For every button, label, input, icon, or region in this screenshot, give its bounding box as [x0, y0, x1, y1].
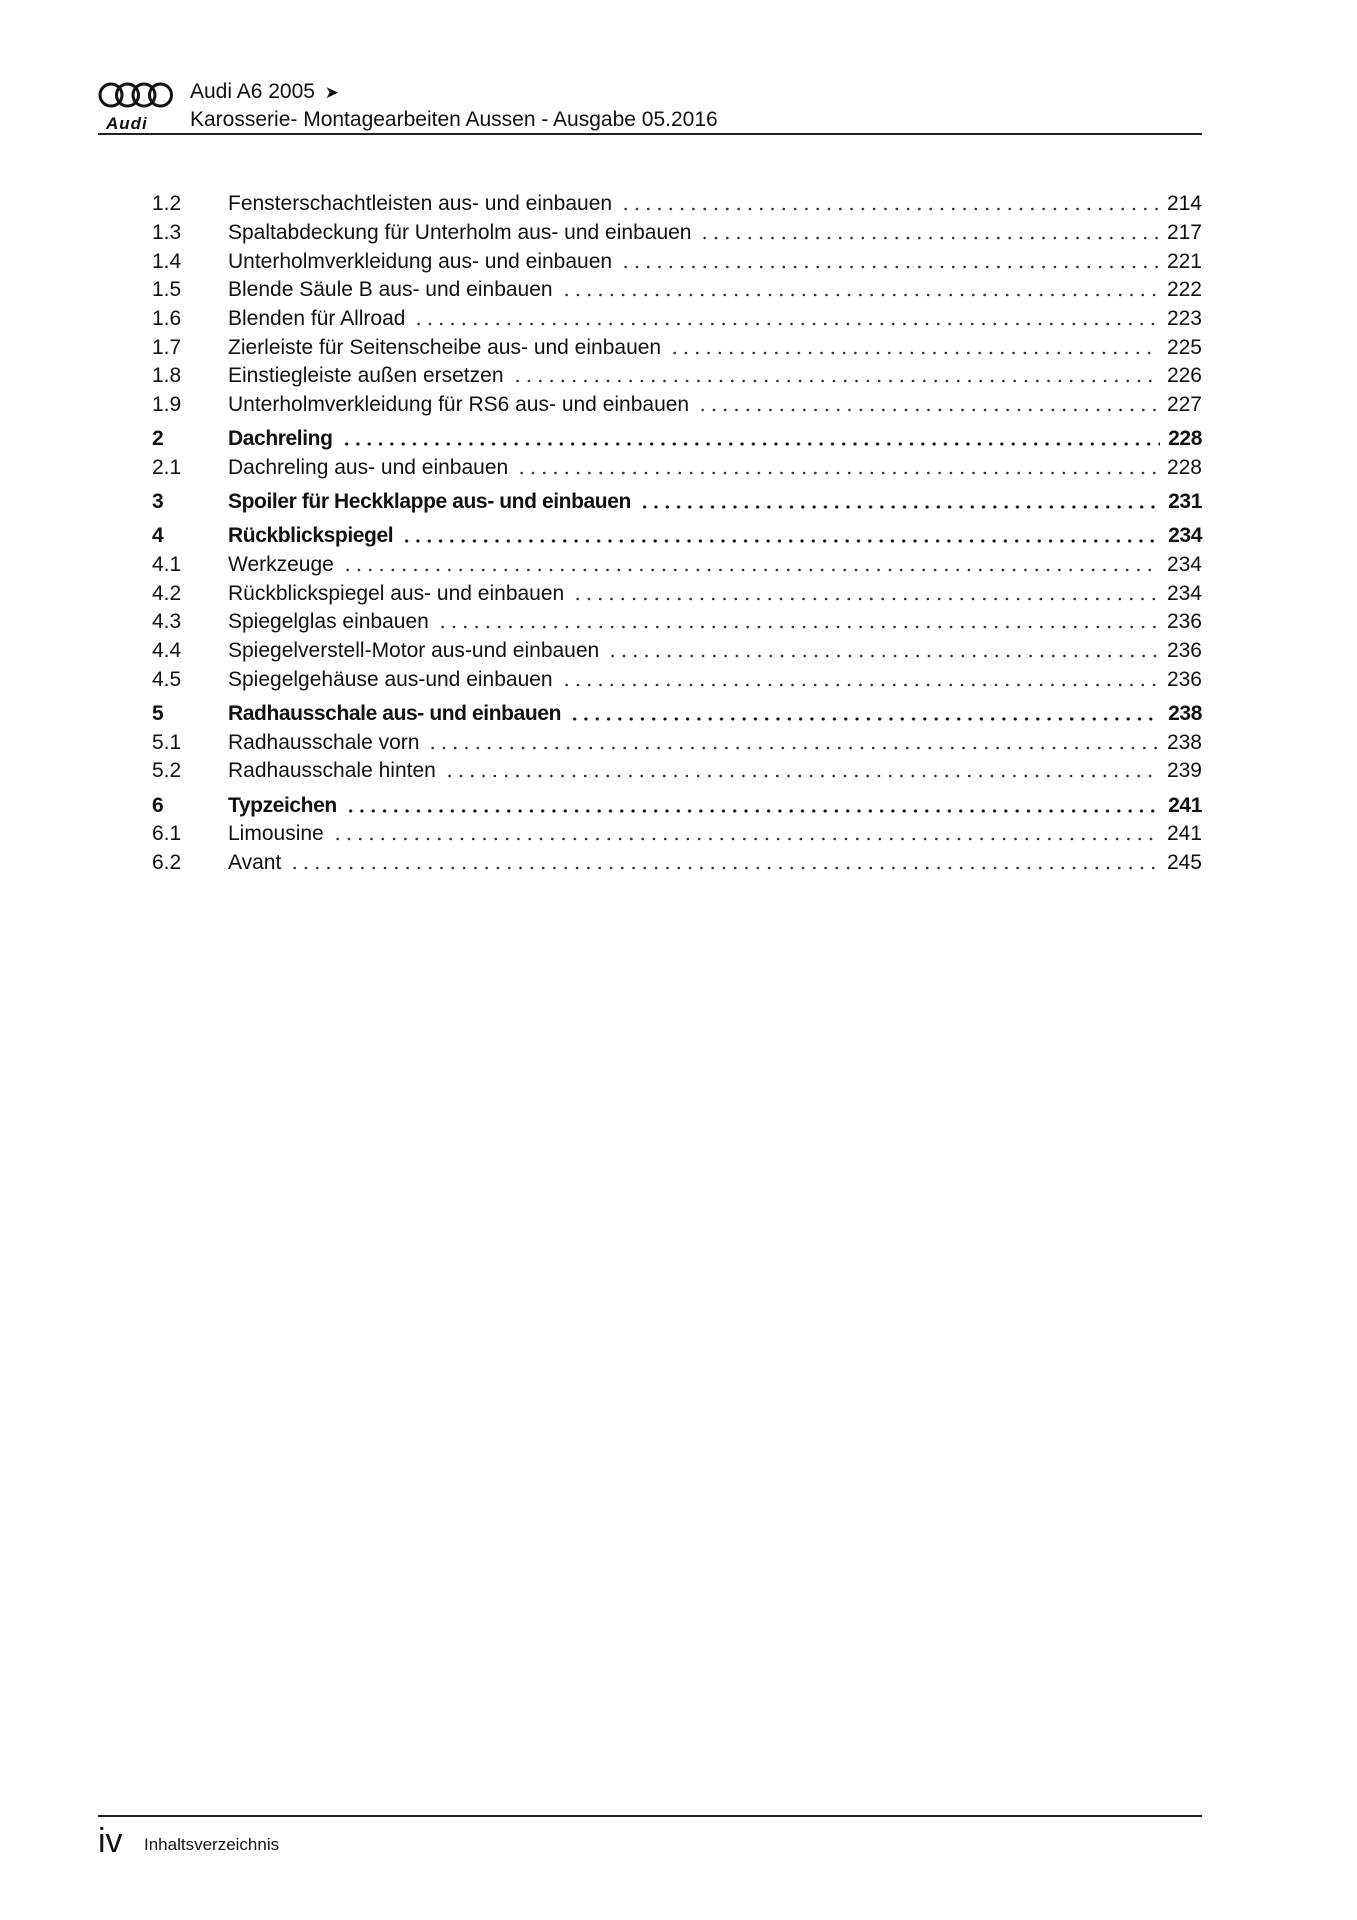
dot-leader — [561, 285, 1159, 305]
dot-leader — [289, 858, 1159, 878]
toc-entry-title: Dachreling — [228, 427, 333, 451]
dot-leader — [699, 228, 1158, 248]
toc-entry-page: 231 — [1168, 490, 1202, 514]
toc-entry-title: Spaltabdeckung für Unterholm aus- und einbauen — [228, 221, 692, 245]
toc-entry-title: Blende Säule B aus- und einbauen — [228, 278, 553, 302]
toc-entry-number: 5.1 — [152, 730, 182, 754]
toc-entry-page: 225 — [1166, 335, 1202, 359]
toc-entry-number: 2.1 — [152, 456, 182, 480]
toc-entry-title: Rückblickspiegel aus- und einbauen — [228, 581, 565, 605]
toc-entry-page: 234 — [1166, 553, 1202, 577]
toc-entry-number: 5.2 — [152, 759, 182, 783]
toc-entry[interactable] — [152, 820, 1202, 849]
toc-entry-title: Einstiegleiste außen ersetzen — [228, 364, 504, 388]
audi-logo — [98, 80, 174, 133]
toc-entry[interactable] — [152, 247, 1202, 276]
dot-leader — [512, 371, 1159, 391]
title-text: Audi A6 2005 — [190, 80, 315, 103]
toc-entry[interactable] — [152, 608, 1202, 637]
audi-rings-icon — [98, 80, 174, 112]
toc-entry-page: 221 — [1166, 249, 1202, 273]
toc-entry-page: 241 — [1166, 822, 1202, 846]
toc-entry-page: 236 — [1166, 667, 1202, 691]
toc-entry-page: 222 — [1166, 278, 1202, 302]
toc-entry-title: Limousine — [228, 822, 324, 846]
toc-entry[interactable] — [152, 579, 1202, 608]
toc-entry-number: 1.4 — [152, 249, 182, 273]
dot-leader — [427, 738, 1159, 758]
toc-entry-page: 238 — [1166, 730, 1202, 754]
toc-entry-page: 228 — [1166, 456, 1202, 480]
toc-entry-page: 245 — [1166, 850, 1202, 874]
toc-entry-number: 4.5 — [152, 667, 182, 691]
toc-entry-number: 4.1 — [152, 553, 182, 577]
dot-leader — [620, 257, 1159, 277]
toc-entry-title: Zierleiste für Seitenscheibe aus- und einbauen — [228, 335, 662, 359]
dot-leader — [639, 497, 1160, 517]
brand-wordmark: Audi — [106, 114, 148, 133]
toc-entry-title: Radhausschale vorn — [228, 730, 420, 754]
toc-entry-title: Unterholmverkleidung aus- und einbauen — [228, 249, 613, 273]
toc-entry-number: 1.5 — [152, 278, 182, 302]
toc-entry[interactable] — [152, 219, 1202, 248]
document-title — [190, 80, 339, 104]
toc-entry-page: 226 — [1166, 364, 1202, 388]
toc-entry-title: Unterholmverkleidung für RS6 aus- und einbauen — [228, 393, 690, 417]
dot-leader — [572, 589, 1159, 609]
toc-entry-title: Avant — [228, 850, 282, 874]
toc-entry-title: Rückblickspiegel — [228, 524, 394, 548]
page-header — [98, 76, 1202, 136]
toc-entry[interactable] — [152, 391, 1202, 420]
toc-entry[interactable] — [152, 791, 1202, 820]
toc-entry-title: Spiegelgehäuse aus-und einbauen — [228, 667, 553, 691]
toc-entry-page: 238 — [1168, 702, 1202, 726]
toc-entry-page: 241 — [1168, 793, 1202, 817]
toc-entry-title: Radhausschale hinten — [228, 759, 436, 783]
toc-entry-page: 234 — [1166, 581, 1202, 605]
toc-entry[interactable] — [152, 522, 1202, 551]
toc-entry-number: 6.1 — [152, 822, 182, 846]
toc-entry-title: Radhausschale aus- und einbauen — [228, 702, 562, 726]
footer-label: Inhaltsverzeichnis — [144, 1835, 280, 1854]
toc-entry-title: Fensterschachtleisten aus- und einbauen — [228, 192, 613, 216]
dot-leader — [437, 617, 1159, 637]
table-of-contents — [152, 190, 1202, 877]
toc-entry[interactable] — [152, 728, 1202, 757]
toc-entry-number: 2 — [152, 427, 164, 451]
toc-entry[interactable] — [152, 425, 1202, 454]
toc-entry[interactable] — [152, 488, 1202, 517]
dot-leader — [669, 343, 1159, 363]
toc-entry[interactable] — [152, 362, 1202, 391]
toc-entry-page: 223 — [1166, 307, 1202, 331]
toc-entry[interactable] — [152, 666, 1202, 695]
dot-leader — [332, 829, 1159, 849]
header-divider — [98, 133, 1202, 135]
toc-entry-title: Blenden für Allroad — [228, 307, 406, 331]
toc-entry[interactable] — [152, 757, 1202, 786]
toc-entry-title: Werkzeuge — [228, 553, 334, 577]
document-subtitle: Karosserie- Montagearbeiten Aussen - Ausgabe 05.2016 — [190, 108, 718, 131]
arrow-icon: ➤ — [324, 83, 340, 102]
toc-entry-number: 5 — [152, 702, 164, 726]
toc-entry-title: Spoiler für Heckklappe aus- und einbauen — [228, 490, 631, 514]
toc-entry[interactable] — [152, 700, 1202, 729]
toc-entry[interactable] — [152, 190, 1202, 219]
toc-entry[interactable] — [152, 637, 1202, 666]
toc-entry[interactable] — [152, 276, 1202, 305]
toc-entry-page: 217 — [1166, 221, 1202, 245]
toc-entry-page: 228 — [1168, 427, 1202, 451]
dot-leader — [413, 314, 1158, 334]
toc-entry-page: 236 — [1166, 639, 1202, 663]
toc-entry[interactable] — [152, 305, 1202, 334]
toc-entry-number: 4.4 — [152, 639, 182, 663]
toc-entry-title: Dachreling aus- und einbauen — [228, 456, 509, 480]
dot-leader — [516, 463, 1159, 483]
dot-leader — [697, 400, 1159, 420]
toc-entry-number: 1.2 — [152, 192, 182, 216]
toc-entry-page: 234 — [1168, 524, 1202, 548]
toc-entry-page: 239 — [1166, 759, 1202, 783]
page-number: iv — [98, 1822, 123, 1860]
toc-entry[interactable] — [152, 551, 1202, 580]
toc-entry[interactable] — [152, 333, 1202, 362]
toc-entry-number: 1.9 — [152, 393, 182, 417]
toc-entry-page: 227 — [1166, 393, 1202, 417]
toc-entry-number: 3 — [152, 490, 164, 514]
dot-leader — [561, 675, 1159, 695]
toc-entry-number: 6.2 — [152, 850, 182, 874]
dot-leader — [342, 560, 1159, 580]
toc-entry-number: 1.6 — [152, 307, 182, 331]
dot-leader — [401, 531, 1160, 551]
toc-entry-number: 1.8 — [152, 364, 182, 388]
toc-entry-title: Spiegelglas einbauen — [228, 610, 429, 634]
dot-leader — [620, 199, 1159, 219]
toc-entry-title: Typzeichen — [228, 793, 337, 817]
toc-entry-number: 6 — [152, 793, 164, 817]
toc-entry-page: 214 — [1166, 192, 1202, 216]
dot-leader — [569, 709, 1160, 729]
toc-entry[interactable] — [152, 849, 1202, 878]
toc-entry-page: 236 — [1166, 610, 1202, 634]
toc-entry-number: 1.3 — [152, 221, 182, 245]
toc-entry-number: 1.7 — [152, 335, 182, 359]
dot-leader — [444, 766, 1159, 786]
dot-leader — [341, 434, 1161, 454]
toc-entry-number: 4.3 — [152, 610, 182, 634]
dot-leader — [607, 646, 1159, 666]
dot-leader — [345, 801, 1160, 821]
toc-entry-number: 4 — [152, 524, 164, 548]
footer-divider — [98, 1815, 1202, 1817]
toc-entry[interactable] — [152, 454, 1202, 483]
toc-entry-number: 4.2 — [152, 581, 182, 605]
toc-entry-title: Spiegelverstell-Motor aus-und einbauen — [228, 639, 600, 663]
